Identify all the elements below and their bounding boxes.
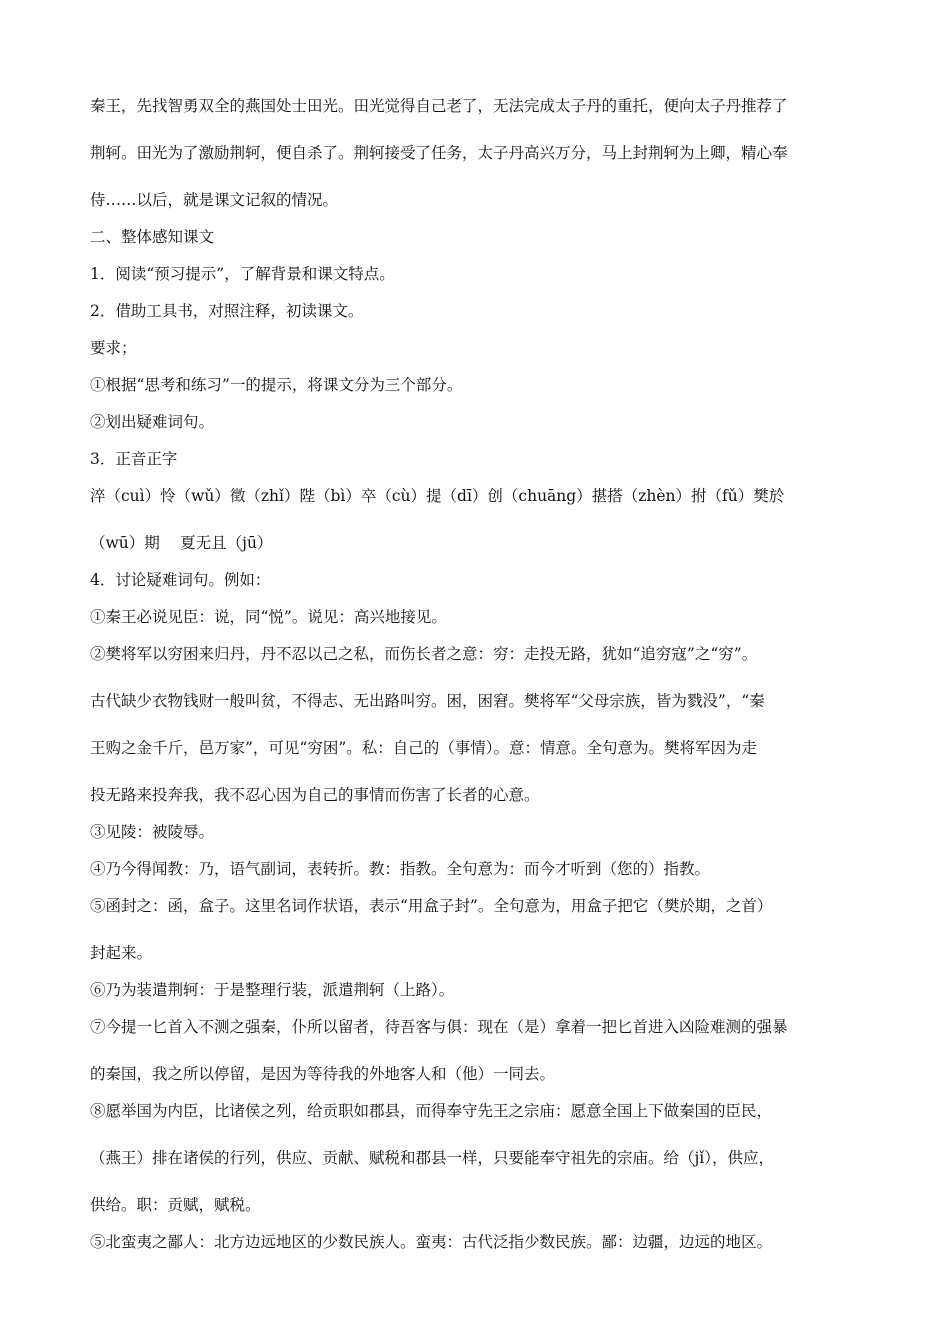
list-item-4: 4．讨论疑难词句。例如： bbox=[90, 571, 271, 589]
text-line: 淬（cuì）怜（wǔ）徵（zhǐ）陛（bì）卒（cù）提（dī）创（chuāng）揕搭（zhèn）拊（fǔ）樊於 bbox=[90, 487, 785, 505]
list-item-3: 3．正音正字 bbox=[90, 450, 178, 468]
note-4: ④乃今得闻教：乃，语气副词，表转折。教：指教。全句意为：而今才听到（您的）指教。 bbox=[90, 860, 711, 878]
text-line: 古代缺少衣物钱财一般叫贫，不得志、无出路叫穷。困，困窘。樊将军“父母宗族，皆为戮没”，“秦 bbox=[90, 692, 765, 710]
list-item-2: 2．借助工具书，对照注释，初读课文。 bbox=[90, 302, 364, 320]
text-line: 的秦国，我之所以停留，是因为等待我的外地客人和（他）一同去。 bbox=[90, 1065, 556, 1083]
text-line: 秦王，先找智勇双全的燕国处士田光。田光觉得自己老了，无法完成太子丹的重托，便向太子丹推荐了 bbox=[90, 97, 788, 115]
requirement-1: ①根据“思考和练习”一的提示，将课文分为三个部分。 bbox=[90, 376, 463, 394]
text-line: 王购之金千斤，邑万家”，可见“穷困”。私：自己的（事情）。意：情意。全句意为。樊将军因为走 bbox=[90, 739, 758, 757]
text-line: 投无路来投奔我，我不忍心因为自己的事情而伤害了长者的心意。 bbox=[90, 786, 540, 804]
list-item-1: 1．阅读“预习提示”，了解背景和课文特点。 bbox=[90, 265, 395, 283]
note-3: ③见陵：被陵辱。 bbox=[90, 823, 215, 841]
text-line: ⑤函封之：函，盒子。这里名词作状语，表示“用盒子封”。全句意为，用盒子把它（樊於期，之首） bbox=[90, 897, 773, 915]
text-line: 封起来。 bbox=[90, 944, 153, 962]
text-line: 供给。职：贡赋，赋税。 bbox=[90, 1196, 261, 1214]
section-heading: 二、整体感知课文 bbox=[90, 228, 215, 246]
note-1: ①秦王必说见臣：说，同“悦”。说见：高兴地接见。 bbox=[90, 608, 447, 626]
text-line: ⑧愿举国为内臣，比诸侯之列，给贡职如郡县，而得奉守先王之宗庙：愿意全国上下做秦国的臣民， bbox=[90, 1102, 773, 1120]
note-7 bbox=[90, 1016, 862, 1085]
text-line: 荆轲。田光为了激励荆轲，便自杀了。荆轲接受了任务，太子丹高兴万分，马上封荆轲为上卿，精心奉 bbox=[90, 144, 788, 162]
note-6: ⑥乃为装遣荆轲：于是整理行装，派遣荆轲（上路）。 bbox=[90, 981, 455, 999]
intro-paragraph bbox=[90, 95, 862, 211]
pronunciation-paragraph bbox=[90, 485, 862, 554]
text-line: （燕王）排在诸侯的行列，供应、贡献、赋税和郡县一样，只要能奉守祖先的宗庙。给（jǐ），供应， bbox=[90, 1149, 775, 1167]
note-8 bbox=[90, 1100, 862, 1216]
text-line: （wū）期 夏无且（jū） bbox=[90, 534, 273, 552]
text-line: ⑦今提一匕首入不测之强秦，仆所以留者，待吾客与俱：现在（是）拿着一把匕首进入凶险难测的强暴 bbox=[90, 1018, 788, 1036]
text-line: 侍……以后，就是课文记叙的情况。 bbox=[90, 191, 339, 209]
document-page bbox=[90, 95, 862, 1253]
note-5 bbox=[90, 895, 862, 964]
note-9: ⑤北蛮夷之鄙人：北方边远地区的少数民族人。蛮夷：古代泛指少数民族。鄙：边疆，边远的地区。 bbox=[90, 1233, 773, 1251]
requirement-label: 要求； bbox=[90, 339, 137, 357]
requirement-2: ②划出疑难词句。 bbox=[90, 413, 215, 431]
note-2 bbox=[90, 643, 862, 806]
text-line: ②樊将军以穷困来归丹，丹不忍以己之私，而伤长者之意：穷：走投无路，犹如“追穷寇”之“穷”。 bbox=[90, 645, 758, 663]
